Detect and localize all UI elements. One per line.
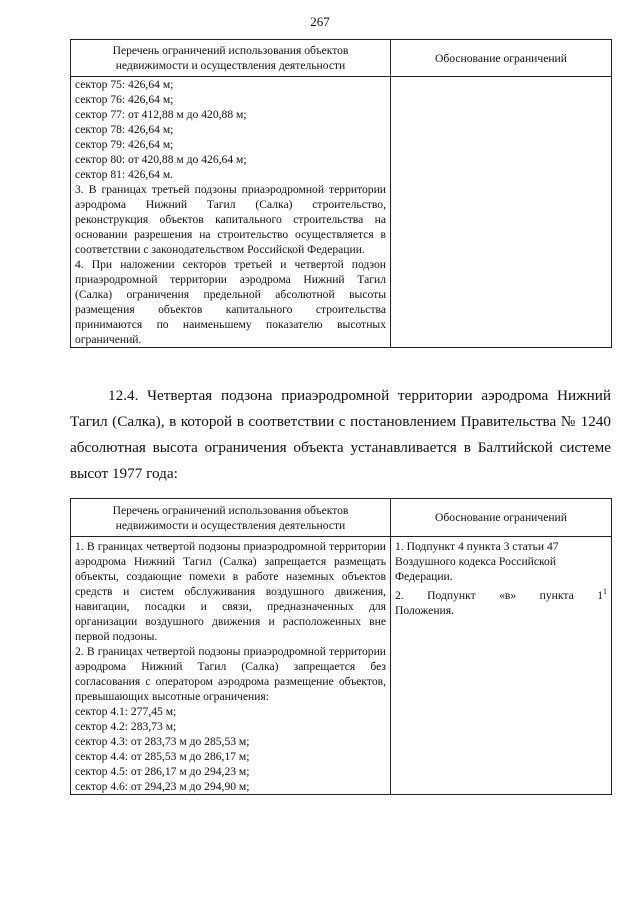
restrictions-cell bbox=[71, 77, 391, 348]
justification-item-2 bbox=[395, 584, 607, 603]
justification-item-2-text: 2. Подпункт «в» пункта 1 bbox=[395, 588, 603, 602]
justification-cell bbox=[391, 77, 612, 348]
sector-line: сектор 4.1: 277,45 м; bbox=[75, 705, 177, 718]
table-header-row bbox=[71, 499, 612, 537]
justification-item-1: 1. Подпункт 4 пункта 3 статьи 47 Воздушного кодекса Российской Федерации. bbox=[395, 540, 559, 583]
restriction-item-2: 2. В границах четвертой подзоны приаэродромной территории аэродрома Нижний Тагил (Салка) запрещается без согласования с оператором аэродрома размещение объектов, превышающих высотные ограничения: bbox=[75, 645, 386, 703]
justification-item-2-end: Положения. bbox=[395, 603, 454, 617]
header-restrictions-list: Перечень ограничений использования объектов недвижимости и осуществления деятельности bbox=[71, 499, 391, 537]
justification-cell bbox=[391, 537, 612, 795]
restrictions-table-continued bbox=[70, 39, 612, 348]
sector-line: сектор 80: от 420,88 м до 426,64 м; bbox=[75, 153, 247, 166]
section-text: 12.4. Четвертая подзона приаэродромной территории аэродрома Нижний Тагил (Салка), в которой в соответствии с постановлением Правительства № 1240 абсолютная высота ограничения объекта устанавливается в Балтийской системе высот 1977 года: bbox=[70, 387, 611, 482]
restriction-item-4: 4. При наложении секторов третьей и четвертой подзон приаэродромной территории аэродрома Нижний Тагил (Салка) ограничения предельной абсолютной высоты размещения объектов капитального строительства принимаются по наименьшему показателю высотных ограничений. bbox=[75, 258, 386, 346]
sector-line: сектор 78: 426,64 м; bbox=[75, 123, 174, 136]
sector-line: сектор 81: 426,64 м. bbox=[75, 168, 174, 181]
sector-line: сектор 4.4: от 285,53 м до 286,17 м; bbox=[75, 750, 250, 763]
sector-line: сектор 75: 426,64 м; bbox=[75, 78, 174, 91]
table-row bbox=[71, 77, 612, 348]
justification-item-2-superscript: 1 bbox=[603, 587, 607, 596]
sector-line: сектор 4.5: от 286,17 м до 294,23 м; bbox=[75, 765, 250, 778]
restrictions-cell bbox=[71, 537, 391, 795]
page-number: 267 bbox=[310, 14, 330, 29]
sector-line: сектор 76: 426,64 м; bbox=[75, 93, 174, 106]
table-row bbox=[71, 537, 612, 795]
sector-line: сектор 4.6: от 294,23 м до 294,90 м; bbox=[75, 780, 250, 793]
sector-line: сектор 77: от 412,88 м до 420,88 м; bbox=[75, 108, 247, 121]
restriction-item-3: 3. В границах третьей подзоны приаэродромной территории аэродрома Нижний Тагил (Салка) строительство, реконструкция объектов капитального строительства на основании разрешения на строительство осуществляется в соответствии с законодательством Российской Федерации. bbox=[75, 183, 386, 256]
restriction-item-1: 1. В границах четвертой подзоны приаэродромной территории аэродрома Нижний Тагил (Салка) запрещается размещать объекты, создающие помехи в работе наземных объектов средств и систем обслуживания воздушного движения, навигации, посадки и связи, предназначенных для организации воздушного движения и расположенных вне первой подзоны. bbox=[75, 540, 386, 643]
header-justification: Обоснование ограничений bbox=[391, 40, 612, 77]
sector-list bbox=[75, 704, 386, 794]
fourth-subzone-table bbox=[70, 498, 612, 795]
sector-list bbox=[75, 77, 386, 182]
sector-line: сектор 4.2: 283,73 м; bbox=[75, 720, 177, 733]
section-paragraph bbox=[70, 383, 611, 487]
table-header-row bbox=[71, 40, 612, 77]
header-justification: Обоснование ограничений bbox=[391, 499, 612, 537]
header-restrictions-list: Перечень ограничений использования объектов недвижимости и осуществления деятельности bbox=[71, 40, 391, 77]
sector-line: сектор 79: 426,64 м; bbox=[75, 138, 174, 151]
sector-line: сектор 4.3: от 283,73 м до 285,53 м; bbox=[75, 735, 250, 748]
